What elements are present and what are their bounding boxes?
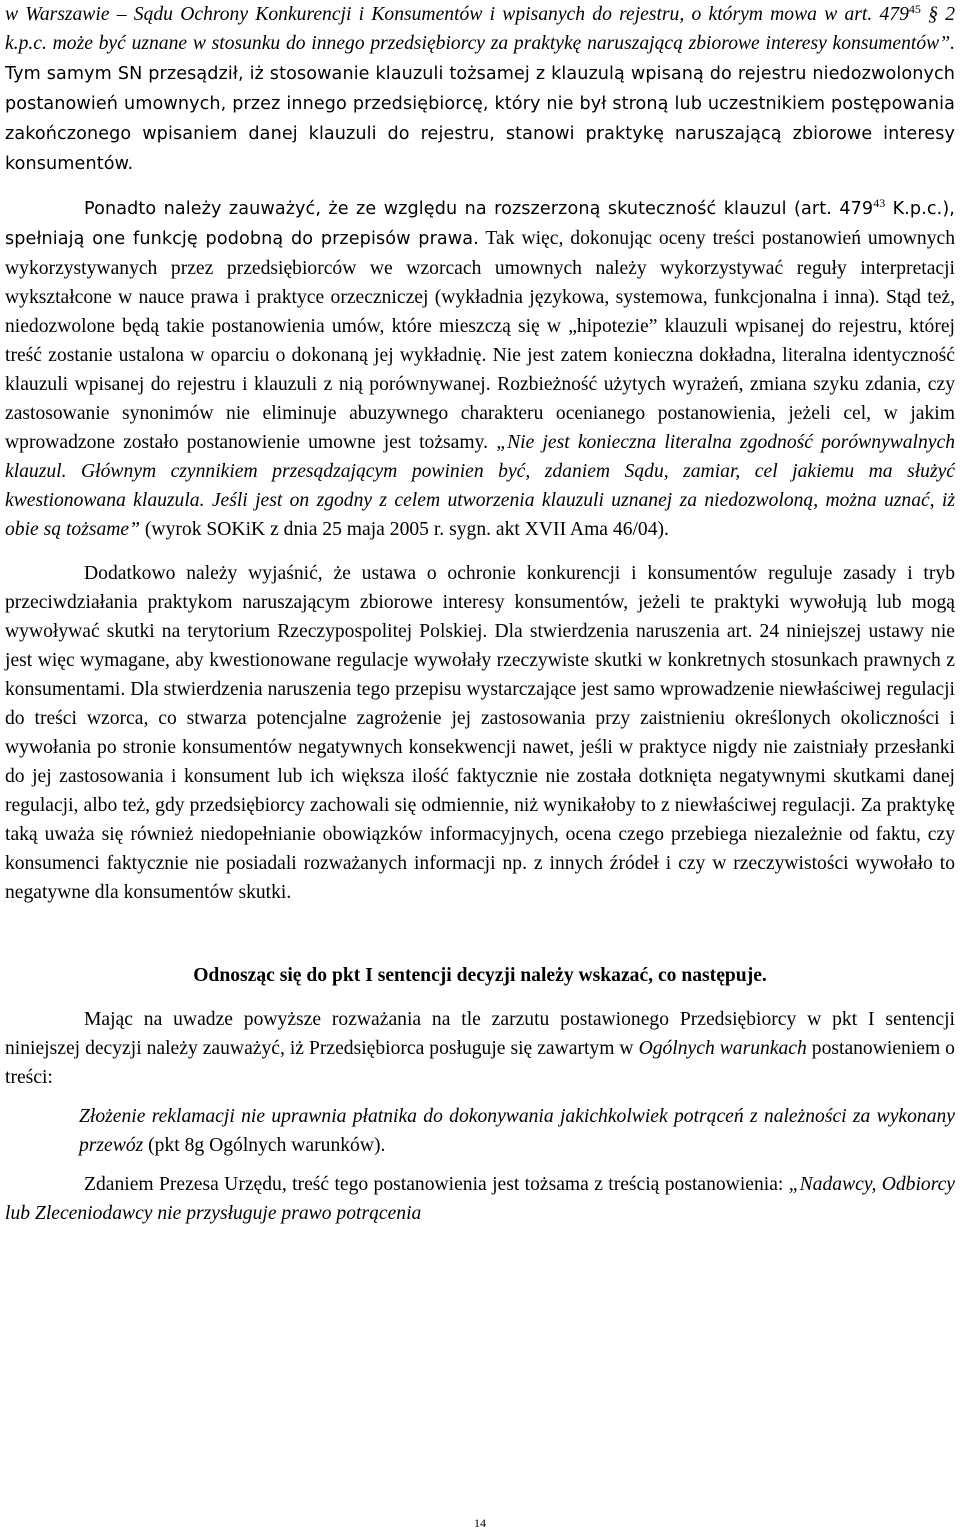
clause-reference: (pkt 8g Ogólnych warunków). <box>143 1135 386 1156</box>
paragraph-2 <box>5 194 955 544</box>
spacer <box>5 1092 955 1102</box>
court-quote: „Nie jest konieczna literalna zgodność porównywalnych klauzul. Głównym czynnikiem przesądzającym powinien być, zdaniem Sądu, zamiar, cel jakiemu ma służyć kwestionowana klauzula. Jeśli jest on zgodny z celem utworzenia klauzuli uznanej za niedozwoloną, można uznać, iż obie są tożsame” <box>5 432 955 540</box>
spacer <box>5 544 955 559</box>
paragraph-4 <box>5 1005 955 1092</box>
quote-fragment: § 2 k.p.c. może być uznane w stosunku do innego przedsiębiorcy za praktykę naruszającą zbiorowe interesy konsumentów”. <box>5 4 955 54</box>
spacer <box>5 1160 955 1170</box>
quoted-clause <box>5 1102 955 1160</box>
paragraph-3: Dodatkowo należy wyjaśnić, że ustawa o ochronie konkurencji i konsumentów reguluje zasady i tryb przeciwdziałania praktykom naruszającym zbiorowe interesy konsumentów, jeżeli te praktyki wywołują lub mogą wywoływać skutki na terytorium Rzeczypospolitej Polskiej. Dla stwierdzenia naruszenia art. 24 niniejszej ustawy nie jest więc wymagane, aby kwestionowane regulacje wywołały rzeczywiste skutki w konkretnych stosunkach prawnych z konsumentami. Dla stwierdzenia naruszenia tego przepisu wystarczające jest samo wprowadzenie niewłaściwej regulacji do treści wzorca, co stwarza potencjalne zagrożenie jej zastosowania przy zaistnieniu określonych okoliczności i wywołania po stronie konsumentów negatywnych konsekwencji nawet, jeśli w praktyce nigdy nie zaistniały przesłanki do jej zastosowania i konsument lub ich większa ilość faktycznie nie została dotknięta negatywnymi skutkami danej regulacji, albo też, gdy przedsiębiorcy zachowali się odmiennie, niż wynikałoby to z niewłaściwej regulacji. Za praktykę taką uważa się również niedopełnianie obowiązków informacyjnych, ocena czego przebiega niezależnie od faktu, czy konsumenci faktycznie nie posiadali rozważanych informacji np. z innych źródeł i czy w rzeczywistości wywołało to negatywne dla konsumentów skutki. <box>5 563 955 903</box>
article-superscript: 43 <box>873 196 886 210</box>
body-text: Ponadto należy zauważyć, że ze względu na rozszerzoną skuteczność klauzul (art. 479 <box>84 199 874 219</box>
body-text: Tym samym SN przesądził, iż stosowanie klauzuli tożsamej z klauzulą wpisaną do rejestru niedozwolonych postanowień umownych, przez innego przedsiębiorcę, który nie był stroną lub uczestnikiem postępowania zakończonego wpisaniem danej klauzuli do rejestru, stanowi praktykę naruszającą zbiorowe interesy konsumentów. <box>5 64 955 174</box>
clause-text: „Nadawcy, Odbiorcy lub Zleceniodawcy nie przysługuje prawo potrącenia <box>5 1174 955 1224</box>
body-text: Mając na uwadze powyższe rozważania na tle zarzutu postawionego Przedsiębiorcy w pkt I sentencji niniejszej decyzji należy zauważyć, iż Przedsiębiorca posługuje się zawartym w <box>5 1009 955 1059</box>
body-text: K.p.c.), spełniają one funkcję podobną do przepisów prawa. <box>5 199 956 249</box>
document-name: Ogólnych warunkach <box>638 1038 807 1059</box>
quote-fragment: w Warszawie – Sądu Ochrony Konkurencji i Konsumentów i wpisanych do rejestru, o którym mowa w art. 479 <box>5 4 909 25</box>
paragraph-1 <box>5 0 955 179</box>
page-number: 14 <box>474 1516 486 1530</box>
clause-text: Złożenie reklamacji nie uprawnia płatnika do dokonywania jakichkolwiek potrąceń z należności za wykonany przewóz <box>79 1106 955 1156</box>
spacer <box>5 907 955 961</box>
spacer <box>5 179 955 194</box>
body-text: postanowieniem o treści: <box>5 1038 955 1088</box>
article-superscript: 45 <box>908 2 921 16</box>
document-page <box>5 0 955 1228</box>
section-heading: Odnosząc się do pkt I sentencji decyzji należy wskazać, co następuje. <box>193 965 767 986</box>
paragraph-5 <box>5 1170 955 1228</box>
body-text: Zdaniem Prezesa Urzędu, treść tego postanowienia jest tożsama z treścią postanowienia: <box>84 1174 789 1195</box>
citation: (wyrok SOKiK z dnia 25 maja 2005 r. sygn. akt XVII Ama 46/04). <box>140 519 669 540</box>
spacer <box>5 990 955 1005</box>
body-text: Tak więc, dokonując oceny treści postanowień umownych wykorzystywanych przez przedsiębiorców we wzorcach umownych należy wykorzystywać reguły interpretacji wykształcone w nauce prawa i praktyce orzeczniczej (wykładnia językowa, systemowa, funkcjonalna i inna). Stąd też, niedozwolone będą takie postanowienia umów, które mieszczą się w „hipotezie” klauzuli wpisanej do rejestru, której treść zostanie ustalona w oparciu o dokonaną jej wykładnię. Nie jest zatem konieczna dokładna, literalna identyczność klauzuli wpisanej do rejestru i klauzuli z nią porównywanej. Rozbieżność użytych wyrażeń, zmiana szyku zdania, czy zastosowanie synonimów nie eliminuje abuzywnego charakteru ocenianego postanowienia, jeżeli cel, w jakim wprowadzone zostało postanowienie umowne jest tożsamy. <box>5 228 955 453</box>
